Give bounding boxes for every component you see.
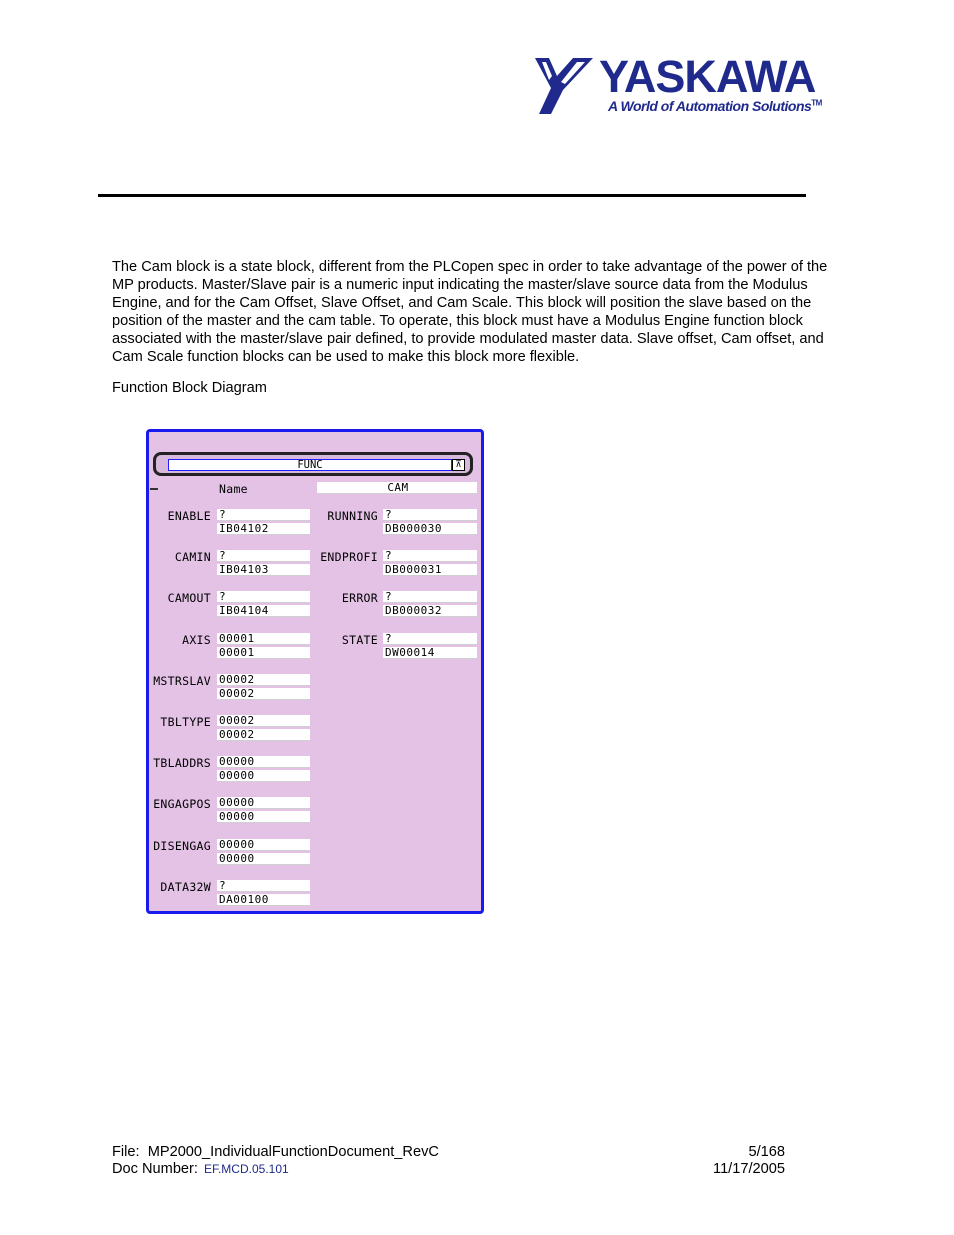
- output-label: ENDPROFI: [320, 550, 378, 564]
- input-address: IB04103: [217, 564, 310, 576]
- brand-tagline-text: A World of Automation Solutions: [608, 98, 812, 114]
- name-label: Name: [219, 482, 248, 496]
- output-value: ?: [383, 509, 477, 521]
- input-label: TBLTYPE: [160, 715, 211, 729]
- diagram-caption: Function Block Diagram: [112, 380, 267, 396]
- input-label: AXIS: [182, 633, 211, 647]
- function-title: FUNC: [168, 459, 452, 471]
- input-label: DATA32W: [160, 880, 211, 894]
- brand-tagline: [608, 98, 822, 114]
- input-label: MSTRSLAV: [153, 674, 211, 688]
- brand-tm: TM: [811, 98, 822, 108]
- footer-right: [713, 1144, 785, 1178]
- header-rule: [98, 194, 806, 197]
- output-address: DB000030: [383, 523, 477, 535]
- input-value: 00000: [217, 756, 310, 768]
- doc-label: Doc Number:: [112, 1161, 198, 1177]
- name-value: CAM: [317, 482, 477, 494]
- input-value: 00002: [217, 674, 310, 686]
- output-value: ?: [383, 550, 477, 562]
- input-address: 00002: [217, 688, 310, 700]
- output-value: ?: [383, 591, 477, 603]
- brand-name: YASKAWA: [599, 51, 816, 102]
- footer-left: [112, 1144, 439, 1178]
- input-value: 00001: [217, 633, 310, 645]
- doc-number: EF.MCD.05.101: [203, 1162, 289, 1176]
- intro-paragraph: The Cam block is a state block, different from the PLCopen spec in order to take advantage of the power of the MP products. Master/Slave pair is a numeric input indicating the master/slave source data from the Modulus Engine, and for the Cam Offset, Slave Offset, and Cam Scale. This block will position the slave based on the position of the master and the cam table. To operate, this block must have a Modulus Engine function block associated with the master/slave pair defined, to provide modulated master data. Slave offset, Cam offset, and Cam Scale function blocks can be used to make this block more flexible.: [112, 259, 828, 365]
- input-label: DISENGAG: [153, 839, 211, 853]
- input-value: ?: [217, 591, 310, 603]
- output-label: ERROR: [341, 591, 378, 605]
- expand-icon[interactable]: ⊼: [452, 459, 465, 471]
- intro-text: [112, 258, 847, 366]
- input-label: ENGAGPOS: [153, 797, 211, 811]
- input-address: IB04104: [217, 605, 310, 617]
- input-address: 00000: [217, 853, 310, 865]
- output-address: DB000032: [383, 605, 477, 617]
- input-value: 00000: [217, 839, 310, 851]
- input-value: ?: [217, 550, 310, 562]
- input-label: ENABLE: [167, 509, 211, 523]
- left-pin: [150, 488, 158, 490]
- input-value: ?: [217, 509, 310, 521]
- output-value: ?: [383, 633, 477, 645]
- doc-date: 11/17/2005: [713, 1161, 785, 1177]
- input-value: ?: [217, 880, 310, 892]
- input-label: CAMOUT: [167, 591, 211, 605]
- page-number: 5/168: [748, 1144, 785, 1160]
- function-block-diagram: [146, 429, 484, 914]
- input-label: TBLADDRS: [153, 756, 211, 770]
- input-label: CAMIN: [174, 550, 211, 564]
- input-address: 00002: [217, 729, 310, 741]
- file-name: MP2000_IndividualFunctionDocument_RevC: [147, 1144, 439, 1160]
- function-title-bar: [153, 452, 473, 476]
- input-address: 00000: [217, 770, 310, 782]
- output-address: DW00014: [383, 647, 477, 659]
- output-label: STATE: [341, 633, 378, 647]
- yaskawa-logo: [533, 52, 823, 122]
- file-label: File:: [112, 1144, 140, 1160]
- input-address: DA00100: [217, 894, 310, 906]
- output-label: RUNNING: [327, 509, 378, 523]
- input-address: 00000: [217, 811, 310, 823]
- yaskawa-logo-mark: [533, 54, 599, 116]
- input-value: 00002: [217, 715, 310, 727]
- input-value: 00000: [217, 797, 310, 809]
- input-address: 00001: [217, 647, 310, 659]
- output-address: DB000031: [383, 564, 477, 576]
- input-address: IB04102: [217, 523, 310, 535]
